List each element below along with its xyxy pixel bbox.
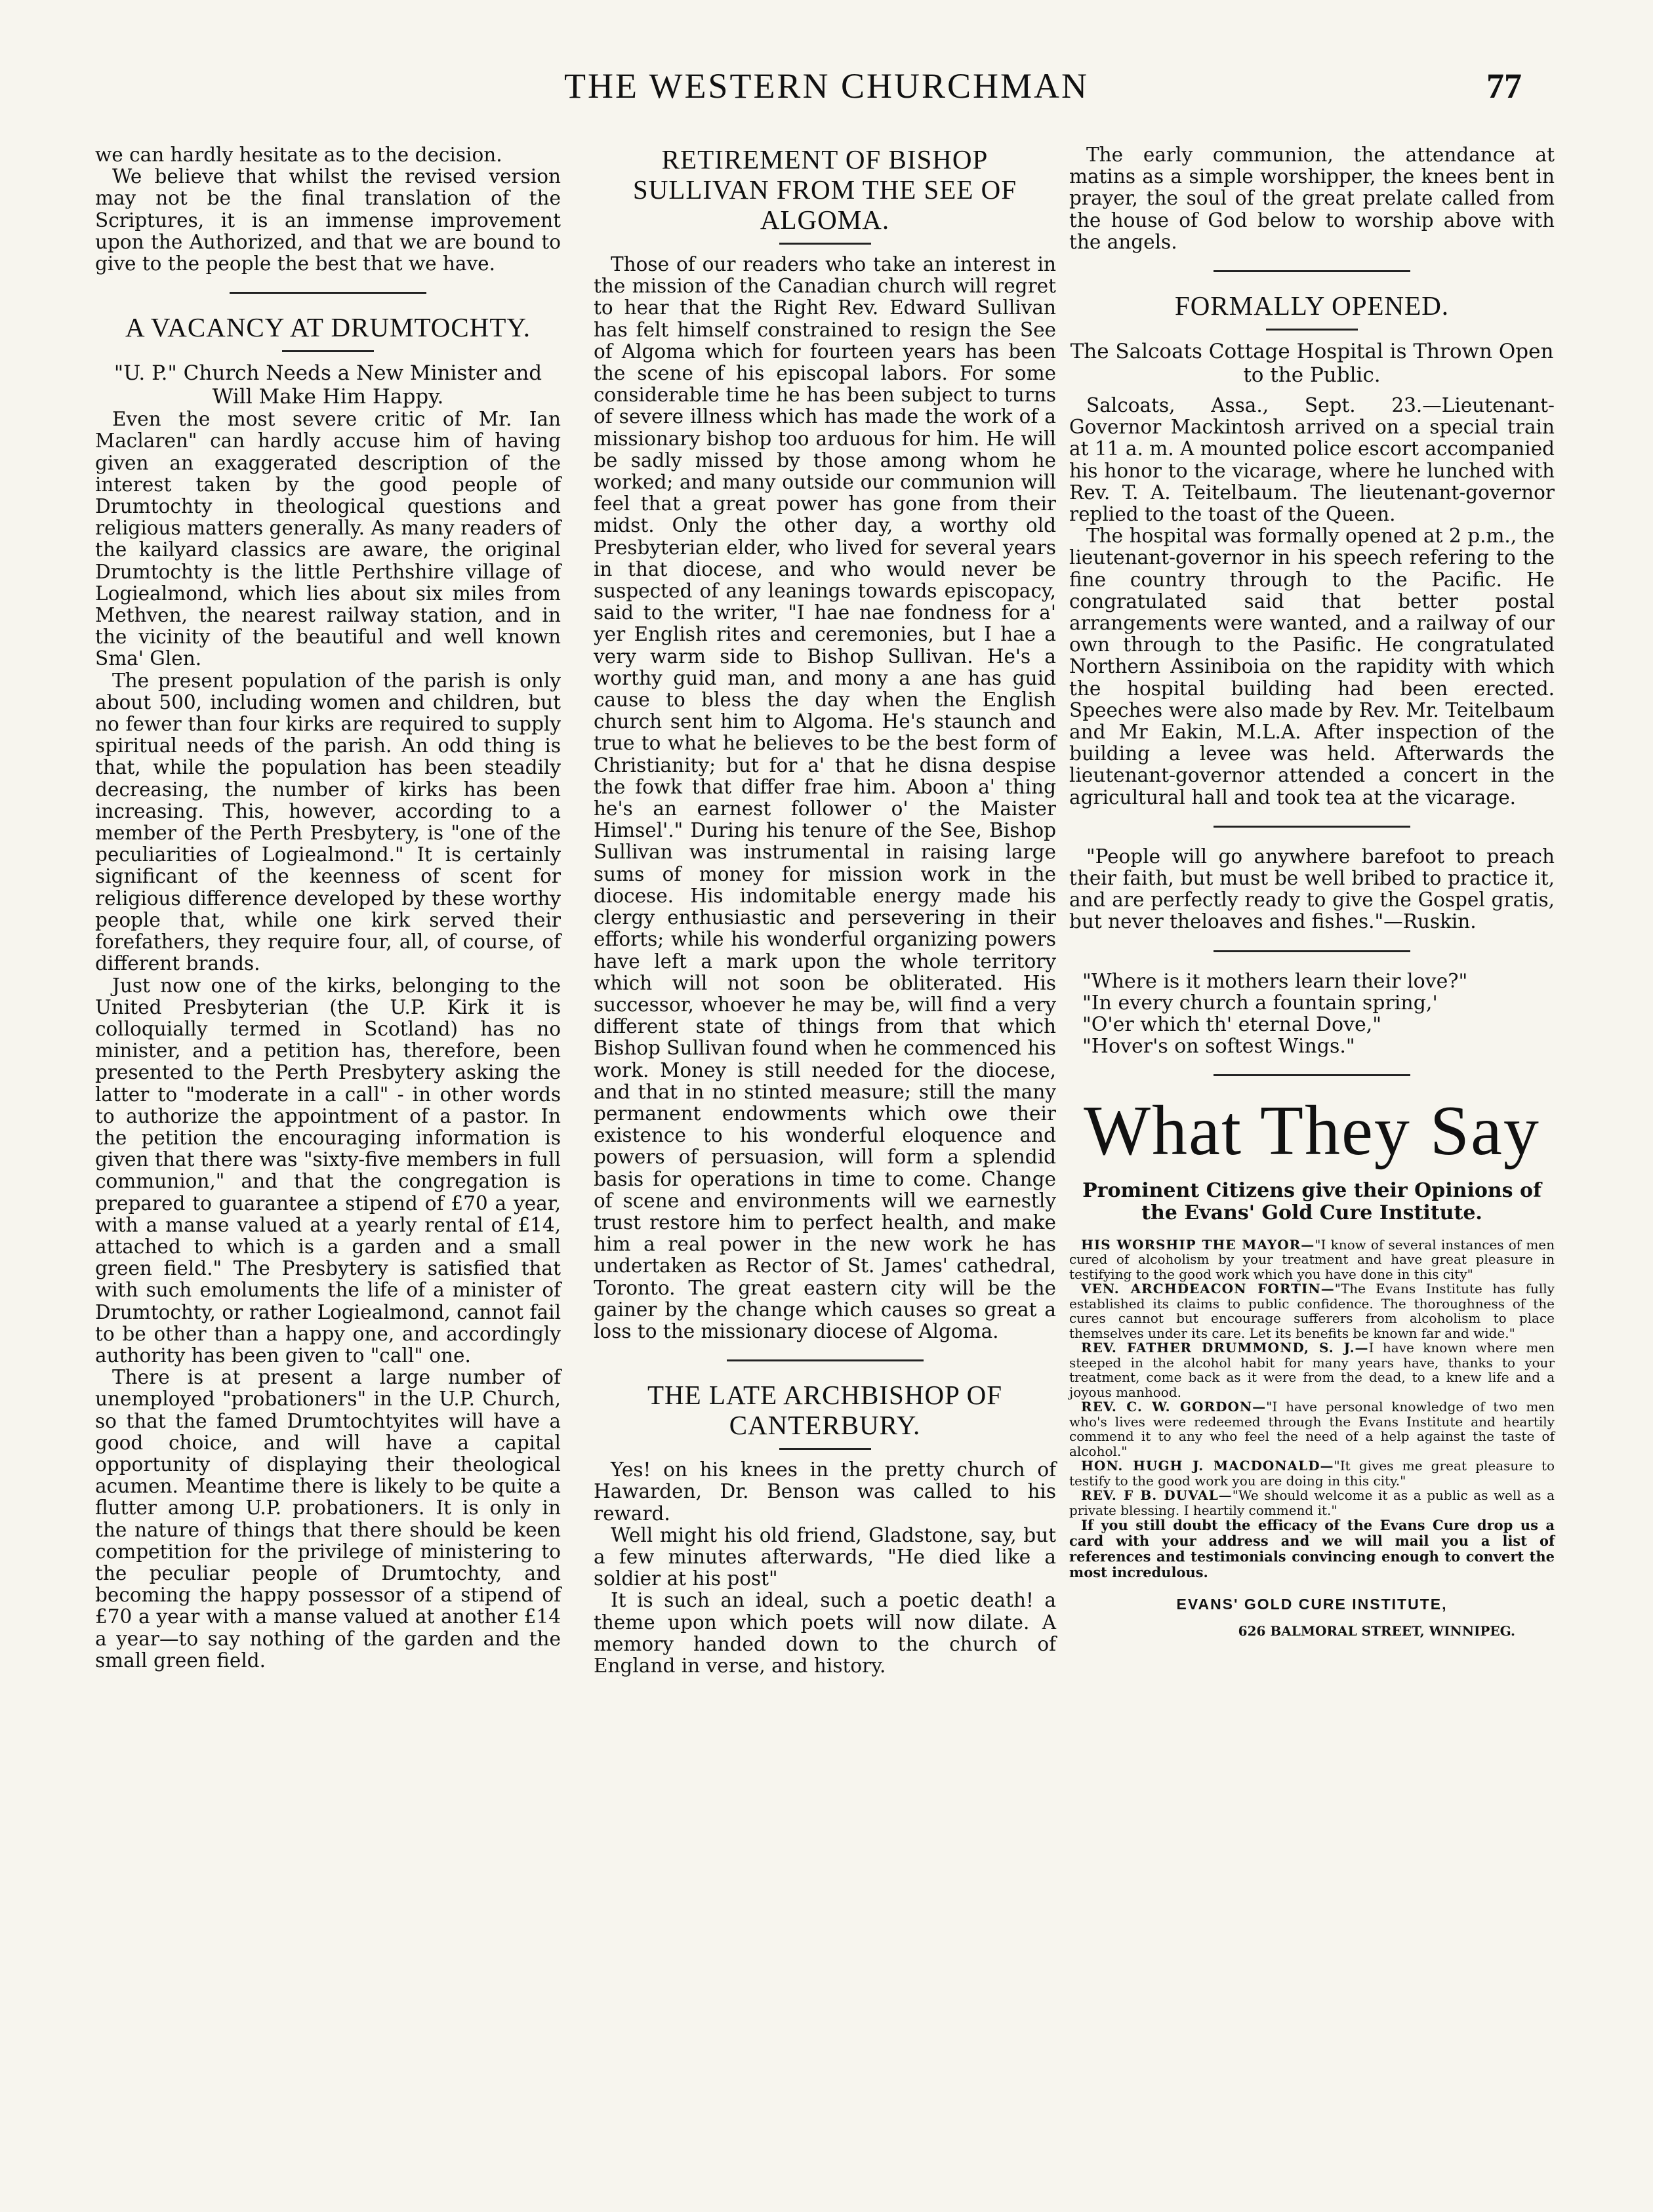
testimonial-text: "I have personal knowledge of two men who's lives were redeemed through the Evans Institute and heartily commend it to any who feel the need of a help against the taste of alcohol." xyxy=(1069,1399,1555,1459)
divider xyxy=(230,292,426,294)
article-paragraph: Well might his old friend, Gladstone, say, but a few minutes afterwards, "He died like a soldier at his post" xyxy=(594,1523,1056,1590)
testimonial-text: "I know of several instances of men cured of alcoholism by your treatment and have great pleasure in testifying to the good work which you have done in this city" xyxy=(1069,1236,1555,1282)
headline-retirement: RETIREMENT OF BISHOP SULLIVAN FROM THE SEE OF ALGOMA. xyxy=(632,144,1017,235)
article-paragraph: Yes! on his knees in the pretty church of Hawarden, Dr. Benson was called to his reward. xyxy=(594,1458,1056,1525)
article-intro-paragraph: We believe that whilst the revised version may not be the final translation of the Scriptures, it is an immense improvement upon the Authorized, and that we are bound to give to the people the best that we have. xyxy=(95,165,561,275)
poem xyxy=(1069,971,1555,1057)
column-1 xyxy=(95,144,561,1672)
ad-company: EVANS' GOLD CURE INSTITUTE, xyxy=(1176,1596,1448,1613)
article-paragraph: The early communion, the attendance at matins as a simple worshipper, the knees bent in prayer, the soul of the great prelate called from the house of God below to worship above with the angels. xyxy=(1069,144,1555,253)
article-paragraph: It is such an ideal, such a poetic death! a theme upon which poets will now dilate. A memory handed down to the church of England in verse, and history. xyxy=(594,1589,1056,1677)
article-intro-paragraph: we can hardly hesitate as to the decision. xyxy=(95,144,502,166)
testimonial-list xyxy=(1069,1237,1555,1518)
article-paragraph: Just now one of the kirks, belonging to the United Presbyterian (the U.P. Kirk it is colloquially termed in Scotland) has no minister, and a petition has, therefore, been presented to the Perth Presbytery asking the latter to "moderate in a call" - in other words to authorize the appointment of a pastor. In the petition the encouraging information is given that there was "sixty-five members in full communion," and that the congregation is prepared to guarantee a stipend of £70 a year, with a manse valued at a yearly rental of £14, attached to which is a garden and a small green field." The Presbytery is satisfied that with such emoluments the life of a minister of Drumtochty, or rather Logiealmond, cannot fail to be other than a happy one, and accordingly authority has been given to "call" one. xyxy=(95,974,561,1367)
advertisement xyxy=(1069,1091,1555,1643)
divider xyxy=(1214,826,1410,828)
headline-formally-opened: FORMALLY OPENED. xyxy=(1174,291,1450,321)
testimonial-author: REV. F B. DUVAL— xyxy=(1081,1487,1233,1504)
testimonial-author: HIS WORSHIP THE MAYOR— xyxy=(1081,1236,1315,1253)
ad-title: What They Say xyxy=(1084,1091,1540,1170)
testimonial xyxy=(1069,1399,1555,1458)
poem-line: "In every church a fountain spring,' xyxy=(1082,991,1438,1015)
testimonial xyxy=(1069,1340,1555,1399)
testimonial-author: HON. HUGH J. MACDONALD— xyxy=(1081,1458,1334,1474)
divider xyxy=(1214,1074,1410,1076)
ad-subtitle: Prominent Citizens give their Opinions of the Evans' Gold Cure Institute. xyxy=(1082,1178,1541,1224)
publication-title: THE WESTERN CHURCHMAN xyxy=(563,66,1089,106)
poem-line: "Hover's on softest Wings." xyxy=(1082,1034,1355,1058)
divider xyxy=(1266,329,1358,331)
testimonial-text: "We should welcome it as a public as well as a private blessing. I heartily commend it." xyxy=(1069,1487,1555,1518)
headline-vacancy: A VACANCY AT DRUMTOCHTY. xyxy=(125,312,531,343)
article-paragraph: The present population of the parish is only about 500, including women and children, but no fewer than four kirks are required to supply spiritual needs of the parish. An odd thing is that, while the population has been steadily decreasing, the number of kirks has been increasing. This, however, according to a member of the Perth Presbytery, is "one of the peculiarities of Logiealmond." It is certainly significant of the keenness of scent for religious difference developed by these worthy people that, while one kirk served their forefathers, they require four, all, of course, of different brands. xyxy=(95,669,561,975)
divider xyxy=(779,1448,871,1450)
column-2 xyxy=(594,144,1056,1677)
poem-line: "Where is it mothers learn their love?" xyxy=(1082,969,1468,993)
divider xyxy=(779,243,871,245)
testimonial xyxy=(1069,1488,1555,1518)
testimonial-author: VEN. ARCHDEACON FORTIN— xyxy=(1081,1281,1335,1297)
ruskin-quote xyxy=(1069,846,1555,933)
testimonial xyxy=(1069,1281,1555,1340)
page-number: 77 xyxy=(1486,66,1522,106)
poem-line: "O'er which th' eternal Dove," xyxy=(1082,1013,1382,1036)
divider xyxy=(1214,950,1410,952)
ad-closing: If you still doubt the efficacy of the Evans Cure drop us a card with your address and we will mail you a list of references and testimonials convincing enough to convert the most incredulous. xyxy=(1069,1517,1555,1581)
subheadline-hospital: The Salcoats Cottage Hospital is Thrown Open to the Public. xyxy=(1070,340,1554,388)
ad-address: 626 BALMORAL STREET, WINNIPEG. xyxy=(1238,1623,1515,1639)
subheadline-vacancy: "U. P." Church Needs a New Minister and Will Make Him Happy. xyxy=(113,361,542,409)
testimonial-author: REV. C. W. GORDON— xyxy=(1081,1399,1267,1415)
testimonial-text: "It gives me great pleasure to testify to the good work you are doing in this city." xyxy=(1069,1458,1555,1489)
quote-text: "People will go anywhere barefoot to preach their faith, but must be well bribed to practice it, and are perfectly ready to give the Gospel gratis, but never theloaves and fishes."—Ruskin. xyxy=(1069,845,1555,933)
testimonial xyxy=(1069,1237,1555,1282)
column-3 xyxy=(1069,144,1555,1643)
article-paragraph: Salcoats, Assa., Sept. 23.—Lieutenant-Governor Mackintosh arrived on a special train at 11 a. m. A mounted police escort accompanied his honor to the vicarage, where he lunched with Rev. T. A. Teitelbaum. The lieutenant-governor replied to the toast of the Queen. xyxy=(1069,394,1555,526)
testimonial-text: "The Evans Institute has fully established its claims to public confidence. The thoroughness of the cures cannot but encourage sufferers from alcoholism to place themselves under its care. Let its benefits be known far and wide." xyxy=(1069,1281,1555,1341)
testimonial-text: I have known where men steeped in the alcohol habit for many years have, thanks to your treatment, come back as it were from the dead, to a knew life and a joyous manhood. xyxy=(1069,1340,1555,1400)
headline-archbishop: THE LATE ARCHBISHOP OF CANTERBURY. xyxy=(647,1380,1002,1441)
article-paragraph: Those of our readers who take an interest in the mission of the Canadian church will regret to hear that the Right Rev. Edward Sullivan has felt himself constrained to resign the See of Algoma which for fourteen years has been the scene of his episcopal labors. For some considerable time he has been subject to turns of severe illness which has made the work of a missionary bishop too arduous for him. He will be sadly missed by those among whom he worked; and many outside our communion will feel that a great power has gone from their midst. Only the other day, a worthy old Presbyterian elder, who lived for several years in that diocese, and who would never be suspected of any leanings towards episcopacy, said to the writer, "I hae nae fondness for a' yer English rites and ceremonies, but I hae a very warm side to Bishop Sullivan. He's a worthy guid man, and mony a ane has guid cause to bless the day when the English church sent him to Algoma. He's staunch and true to what he believes to be the best form of Christianity; but for a' that he disna despise the fowk that differ frae him. Aboon a' thing he's an earnest follower o' the Maister Himsel'." During his tenure of the See, Bishop Sullivan was instrumental in raising large sums of money for mission work in the diocese. His indomitable energy made his clergy enthusiastic and persevering in their efforts; while his wonderful organizing powers have left a mark upon the whole territory which will not soon be obliterated. His successor, whoever he may be, will find a very different state of things from that which Bishop Sullivan found when he commenced his work. Money is still needed for the diocese, and that in no stinted measure; still the many permanent endowments which owe their existence to his wonderful eloquence and powers of persuasion, will form a splendid basis for operations in time to come. Change of scene and environments will we earnestly trust restore him to perfect health, and make him a real power in the new work he has undertaken as Rector of St. James' cathedral, Toronto. The great eastern city will be the gainer by the change which causes so great a loss to the missionary diocese of Algoma. xyxy=(594,253,1056,1342)
divider xyxy=(1214,270,1410,272)
article-paragraph: There is at present a large number of unemployed "probationers" in the U.P. Church, so that the famed Drumtochtyites will have a good choice, and will have a capital opportunity of displaying their theological acumen. Meantime there is likely to be quite a flutter among U.P. probationers. It is only in the nature of things that there should be keen competition for the privilege of ministering to the peculiar people of Drumtochty, and becoming the happy possessor of a stipend of £70 a year with a manse valued at another £14 a year—to say nothing of the garden and the small green field. xyxy=(95,1366,561,1672)
divider xyxy=(282,350,374,352)
testimonial-author: REV. FATHER DRUMMOND, S. J.— xyxy=(1081,1340,1369,1356)
article-paragraph: The hospital was formally opened at 2 p.m., the lieutenant-governor in his speech refering to the fine country through to the Pacific. He congratulated said that better postal arrangements were wanted, and a railway of our own through to the Pasific. He congratulated Northern Assiniboia on the rapidity with which the hospital building had been erected. Speeches were also made by Rev. Mr. Teitelbaum and Mr Eakin, M.L.A. After inspection of the building a levee was held. Afterwards the lieutenant-governor attended a concert in the agricultural hall and took tea at the vicarage. xyxy=(1069,525,1555,809)
divider xyxy=(727,1359,924,1361)
masthead xyxy=(0,66,1653,118)
article-paragraph: Even the most severe critic of Mr. Ian Maclaren" can hardly accuse him of having given an exaggerated description of the interest taken by the good people of Drumtochty in theological questions and religious matters generally. As many readers of the kailyard classics are aware, the original Drumtochty is the little Perthshire village of Logiealmond, which lies about six miles from Methven, the nearest railway station, and in the vicinity of the beautiful and well known Sma' Glen. xyxy=(95,408,561,670)
testimonial xyxy=(1069,1458,1555,1488)
